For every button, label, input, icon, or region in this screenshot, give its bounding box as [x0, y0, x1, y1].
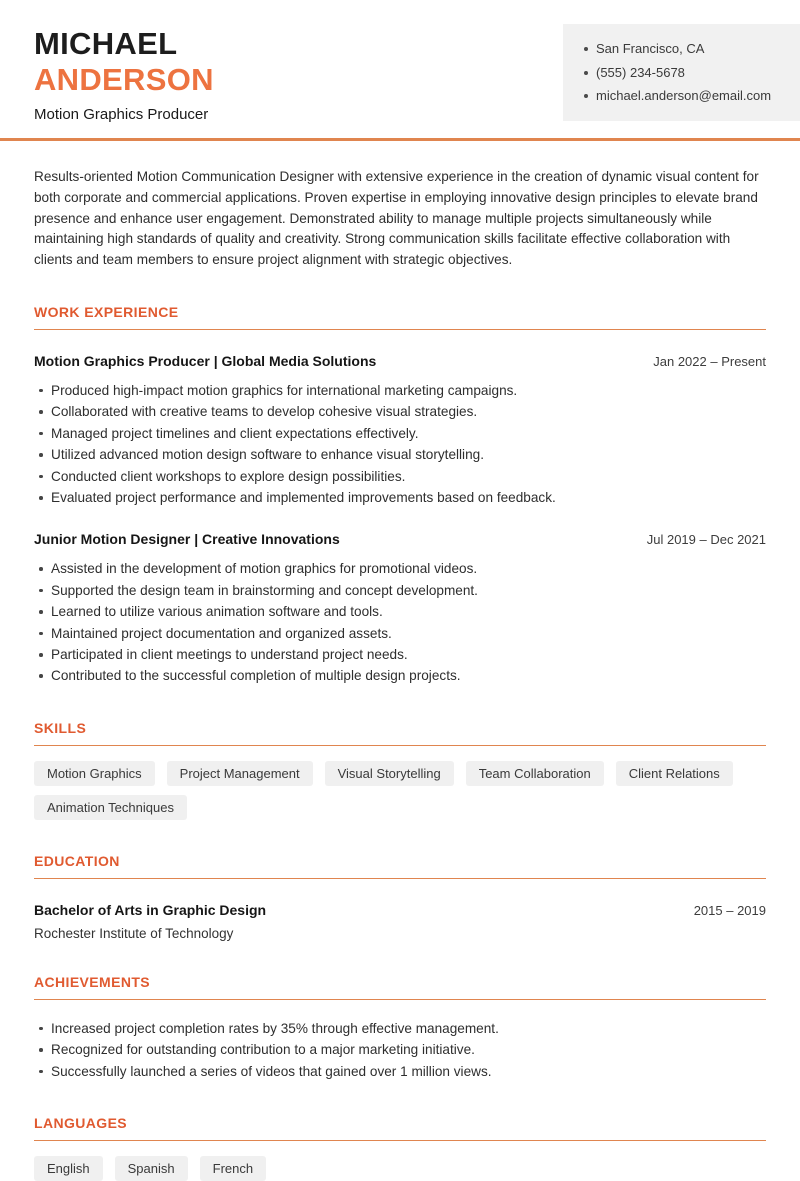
education-entry	[34, 902, 766, 941]
achievements-bullet-list	[34, 1018, 766, 1082]
skill-pill: Animation Techniques	[34, 795, 187, 820]
section-achievements	[34, 974, 766, 1082]
language-pill: French	[200, 1156, 266, 1181]
job-entry	[34, 353, 766, 508]
education-degree: Bachelor of Arts in Graphic Design	[34, 901, 267, 918]
achievement-bullet: Recognized for outstanding contribution to a major marketing initiative.	[34, 1039, 766, 1060]
contact-item-email: michael.anderson@email.com	[583, 84, 786, 108]
job-bullet-list	[34, 558, 766, 686]
job-entry-header	[34, 353, 766, 369]
section-work-experience	[34, 304, 766, 687]
contact-item-location: San Francisco, CA	[583, 37, 786, 61]
job-dates: Jul 2019 – Dec 2021	[646, 532, 766, 548]
job-role-company: Motion Graphics Producer | Global Media Solutions	[34, 352, 377, 369]
skills-title: SKILLS	[34, 720, 766, 746]
contact-list	[583, 37, 786, 108]
contact-box	[563, 24, 800, 121]
resume-header	[0, 0, 800, 141]
section-education	[34, 853, 766, 941]
job-bullet: Conducted client workshops to explore design possibilities.	[34, 466, 766, 487]
job-entry-header	[34, 531, 766, 547]
skill-pill: Visual Storytelling	[325, 761, 454, 786]
skill-pill: Client Relations	[616, 761, 733, 786]
skill-pill: Team Collaboration	[466, 761, 604, 786]
job-bullet: Supported the design team in brainstorming and concept development.	[34, 580, 766, 601]
job-bullet: Managed project timelines and client expectations effectively.	[34, 423, 766, 444]
education-entry-header	[34, 902, 766, 918]
job-bullet: Collaborated with creative teams to develop cohesive visual strategies.	[34, 401, 766, 422]
job-bullet: Assisted in the development of motion graphics for promotional videos.	[34, 558, 766, 579]
contact-item-phone: (555) 234-5678	[583, 61, 786, 85]
last-name: ANDERSON	[34, 62, 214, 97]
job-bullet: Evaluated project performance and implemented improvements based on feedback.	[34, 487, 766, 508]
education-dates: 2015 – 2019	[693, 902, 766, 918]
first-name: MICHAEL	[34, 26, 178, 61]
job-bullet: Produced high-impact motion graphics for international marketing campaigns.	[34, 380, 766, 401]
job-bullet: Learned to utilize various animation software and tools.	[34, 601, 766, 622]
job-bullet: Participated in client meetings to understand project needs.	[34, 644, 766, 665]
work-experience-title: WORK EXPERIENCE	[34, 304, 766, 330]
skills-pill-list	[34, 761, 766, 820]
language-pill: English	[34, 1156, 103, 1181]
job-bullet: Maintained project documentation and organized assets.	[34, 623, 766, 644]
job-bullet: Contributed to the successful completion of multiple design projects.	[34, 665, 766, 686]
summary-paragraph: Results-oriented Motion Communication Designer with extensive experience in the creation of dynamic visual content for both corporate and commercial applications. Proven expertise in employing innovative design principles to elevate brand presence and enhance user engagement. Demonstrated ability to manage multiple projects simultaneously while maintaining high standards of quality and creativity. Strong communication skills facilitate effective collaboration with clients and team members to ensure project alignment with strategic objectives.	[34, 169, 759, 268]
languages-title: LANGUAGES	[34, 1115, 766, 1141]
achievement-bullet: Successfully launched a series of videos that gained over 1 million views.	[34, 1061, 766, 1082]
language-pill: Spanish	[115, 1156, 188, 1181]
job-entry	[34, 531, 766, 686]
achievements-title: ACHIEVEMENTS	[34, 974, 766, 1000]
languages-pill-list	[34, 1156, 766, 1181]
job-bullet-list	[34, 380, 766, 508]
skill-pill: Project Management	[167, 761, 313, 786]
header-job-title: Motion Graphics Producer	[34, 106, 209, 123]
education-school: Rochester Institute of Technology	[34, 925, 234, 941]
job-bullet: Utilized advanced motion design software to enhance visual storytelling.	[34, 444, 766, 465]
achievement-bullet: Increased project completion rates by 35% through effective management.	[34, 1018, 766, 1039]
education-title: EDUCATION	[34, 853, 766, 879]
job-dates: Jan 2022 – Present	[653, 353, 766, 369]
skill-pill: Motion Graphics	[34, 761, 155, 786]
resume-body	[0, 167, 800, 1181]
section-languages	[34, 1115, 766, 1181]
job-role-company: Junior Motion Designer | Creative Innovations	[34, 531, 340, 548]
section-skills	[34, 720, 766, 820]
